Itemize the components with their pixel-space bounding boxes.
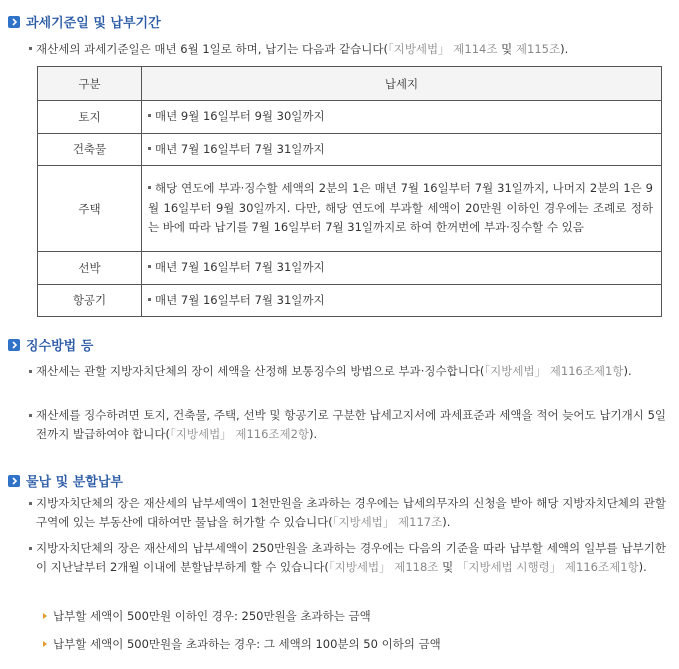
law-link[interactable]: 「지방세법」 제114조 — [387, 42, 498, 56]
section-header-installment — [8, 471, 123, 490]
row-category: 토지 — [38, 101, 142, 134]
law-link[interactable]: 「지방세법」 제116조제1항 — [484, 364, 624, 378]
installment-paragraph-2: 지방자치단체의 장은 재산세의 납부세액이 250만원을 초과하는 경우에는 다음의 기준을 따라 납부할 세액의 일부를 납부기한이 지난날부터 2개월 이내에 분할납부하게 할 수 있습니다(「지방세법」 제118조 및 「지방세법 시행령」 제116조제1항). — [29, 539, 666, 577]
law-link[interactable]: 「지방세법」 제116조제2항 — [170, 427, 310, 441]
row-value: 해당 연도에 부과·징수할 세액의 2분의 1은 매년 7월 16일부터 7월 31일까지, 나머지 2분의 1은 9월 16일부터 9월 30일까지. 다만, 해당 연도에 부과할 세액이 20만원 이하인 경우에는 조례로 정하는 바에 따라 납기를 7월 16일부터 7월 31일까지로 하여 한꺼번에 부과·징수할 수 있음 — [142, 166, 662, 252]
table-row — [38, 133, 662, 166]
chevron-right-icon — [8, 339, 20, 351]
row-category: 항공기 — [38, 284, 142, 317]
table-row — [38, 101, 662, 134]
section-title: 과세기준일 및 납부기간 — [26, 16, 161, 31]
arrow-right-icon — [43, 613, 47, 619]
table-header-row — [38, 67, 662, 101]
row-value: 매년 7월 16일부터 7월 31일까지 — [142, 252, 662, 285]
table-row — [38, 284, 662, 317]
sub-item: 납부할 세액이 500만원을 초과하는 경우: 그 세액의 100분의 50 이하의 금액 — [43, 636, 441, 652]
row-value: 매년 7월 16일부터 7월 31일까지 — [142, 284, 662, 317]
section-title: 물납 및 분할납부 — [26, 475, 123, 490]
row-category: 주택 — [38, 166, 142, 252]
row-value: 매년 9월 16일부터 9월 30일까지 — [142, 101, 662, 134]
table-row — [38, 166, 662, 252]
table-row — [38, 252, 662, 285]
payment-period-table — [37, 66, 662, 317]
bullet — [29, 47, 32, 50]
law-link[interactable]: 「지방세법」 제117조 — [332, 515, 443, 529]
collection-paragraph-1: 재산세는 관할 지방자치단체의 장이 세액을 산정해 보통징수의 방법으로 부과·징수합니다(「지방세법」 제116조제1항). — [29, 362, 666, 381]
chevron-right-icon — [8, 16, 20, 28]
chevron-right-icon — [8, 475, 20, 487]
section-title: 징수방법 등 — [26, 339, 94, 354]
column-header-category: 구분 — [38, 67, 142, 101]
column-header-period: 납세지 — [142, 67, 662, 101]
section-header-collection — [8, 335, 93, 354]
arrow-right-icon — [43, 641, 47, 647]
installment-paragraph-1: 지방자치단체의 장은 재산세의 납부세액이 1천만원을 초과하는 경우에는 납세의무자의 신청을 받아 해당 지방자치단체의 관할구역에 있는 부동산에 대하여만 물납을 허가할 수 있습니다(「지방세법」 제117조). — [29, 494, 666, 532]
section-header-tax-base-date — [8, 12, 161, 31]
intro-paragraph: 재산세의 과세기준일은 매년 6월 1일로 하며, 납기는 다음과 같습니다(「지방세법」 제114조 및 제115조). — [29, 40, 666, 59]
row-category: 선박 — [38, 252, 142, 285]
law-link[interactable]: 「지방세법」 제118조 — [328, 560, 439, 574]
row-value: 매년 7월 16일부터 7월 31일까지 — [142, 133, 662, 166]
law-link[interactable]: 제115조 — [515, 42, 561, 56]
row-category: 건축물 — [38, 133, 142, 166]
sub-item: 납부할 세액이 500만원 이하인 경우: 250만원을 초과하는 금액 — [43, 608, 371, 624]
law-link[interactable]: 「지방세법 시행령」 제116조제1항 — [456, 560, 639, 574]
collection-paragraph-2: 재산세를 징수하려면 토지, 건축물, 주택, 선박 및 항공기로 구분한 납세고지서에 과세표준과 세액을 적어 늦어도 납기개시 5일 전까지 발급하여야 합니다(「지방세법」 제116조제2항). — [29, 406, 666, 444]
